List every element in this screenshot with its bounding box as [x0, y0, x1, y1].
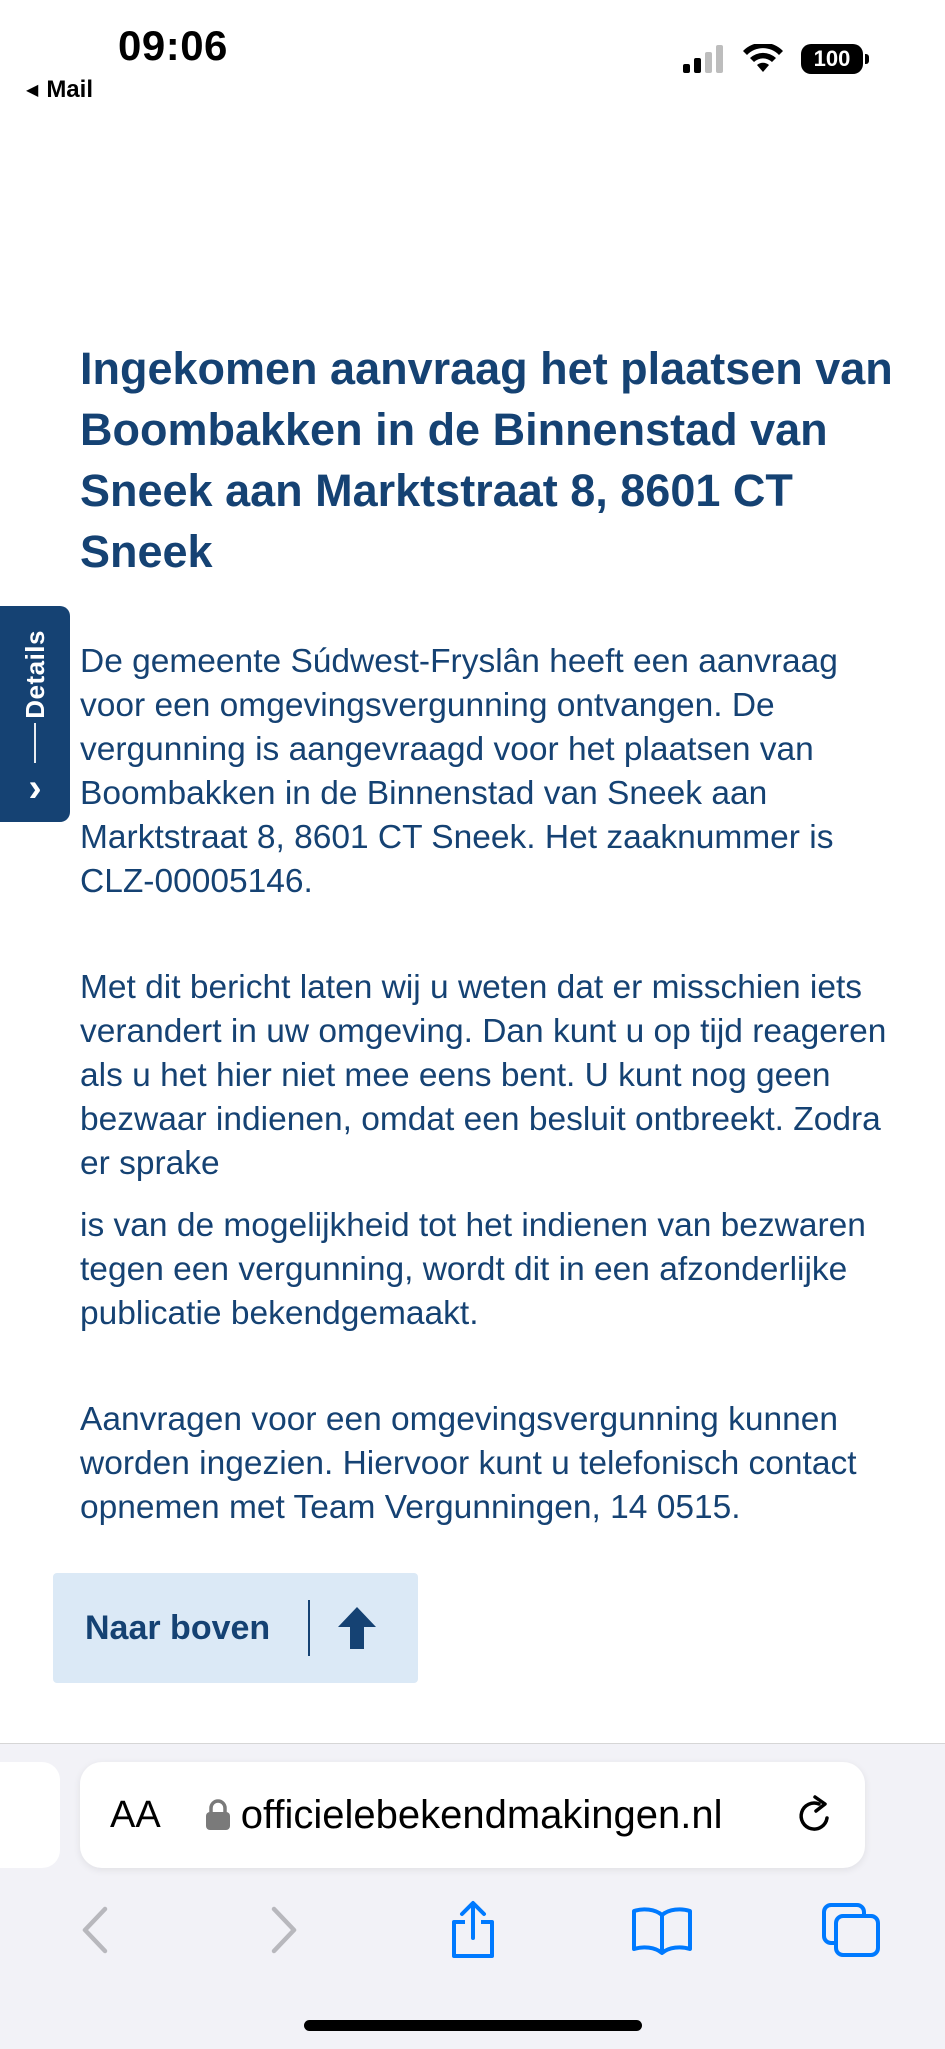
wifi-icon	[743, 44, 783, 74]
details-tab-separator	[34, 723, 36, 763]
back-to-top-button[interactable]	[53, 1573, 418, 1683]
article-paragraph-4: Aanvragen voor een omgevingsvergunning kunnen worden ingezien. Hiervoor kunt u telefonisch contact opnemen met Team Vergunningen, 14 0515.	[80, 1401, 857, 1526]
article-content	[80, 338, 905, 1530]
details-tab-label: Details	[19, 630, 50, 719]
bookmarks-button[interactable]	[622, 1890, 702, 1970]
forward-button[interactable]	[244, 1890, 324, 1970]
tabs-icon	[821, 1902, 881, 1958]
share-button[interactable]	[433, 1890, 513, 1970]
article-paragraph-2: Met dit bericht laten wij u weten dat er misschien iets verandert in uw omgeving. Dan kunt u op tijd reageren als u het hier niet mee eens bent. U kunt nog geen bezwaar indienen, omdat een besluit ontbreekt. Zodra er sprake	[80, 969, 887, 1182]
chevron-right-nav-icon	[269, 1905, 299, 1955]
text-size-button[interactable]	[110, 1794, 161, 1837]
cellular-signal-icon	[683, 45, 725, 73]
arrow-up-icon	[336, 1605, 378, 1651]
book-icon	[631, 1905, 693, 1955]
text-size-label: AA	[110, 1793, 161, 1836]
chevron-left-icon	[80, 1905, 110, 1955]
back-to-top-label: Naar boven	[85, 1608, 271, 1647]
share-icon	[448, 1900, 498, 1960]
lock-icon	[205, 1799, 231, 1831]
details-side-tab[interactable]	[0, 606, 70, 822]
previous-tab-preview[interactable]	[0, 1762, 60, 1868]
reload-icon[interactable]	[795, 1794, 835, 1836]
battery-icon: 100	[801, 44, 863, 74]
article-paragraph-3: is van de mogelijkheid tot het indienen van bezwaren tegen een vergunning, wordt dit in een afzonderlijke publicatie bekendgemaakt.	[80, 1207, 866, 1332]
back-to-mail-label: Mail	[46, 76, 93, 103]
url-text: officielebekendmakingen.nl	[240, 1792, 723, 1837]
browser-toolbar	[0, 1890, 945, 1970]
browser-chrome	[0, 1743, 945, 2049]
status-time: 09:06	[118, 22, 228, 69]
address-bar[interactable]	[80, 1762, 865, 1868]
article-paragraph-1: De gemeente Súdwest-Fryslân heeft een aanvraag voor een omgevingsvergunning ontvangen. De vergunning is aangevraagd voor het plaatsen van Boombakken in de Binnenstad van Sneek aan Marktstraat 8, 8601 CT Sneek. Het zaaknummer is CLZ-00005146.	[80, 643, 838, 900]
chevron-right-icon: ›	[28, 765, 42, 810]
home-indicator	[304, 2020, 642, 2031]
back-to-top-divider	[308, 1600, 310, 1656]
back-to-mail-button[interactable]	[26, 76, 93, 104]
tabs-button[interactable]	[811, 1890, 891, 1970]
back-button[interactable]	[55, 1890, 135, 1970]
page-title: Ingekomen aanvraag het plaatsen van Boombakken in de Binnenstad van Sneek aan Marktstraat 8, 8601 CT Sneek	[80, 343, 893, 577]
status-icons	[683, 44, 863, 74]
back-triangle-icon: ◀	[26, 82, 39, 99]
